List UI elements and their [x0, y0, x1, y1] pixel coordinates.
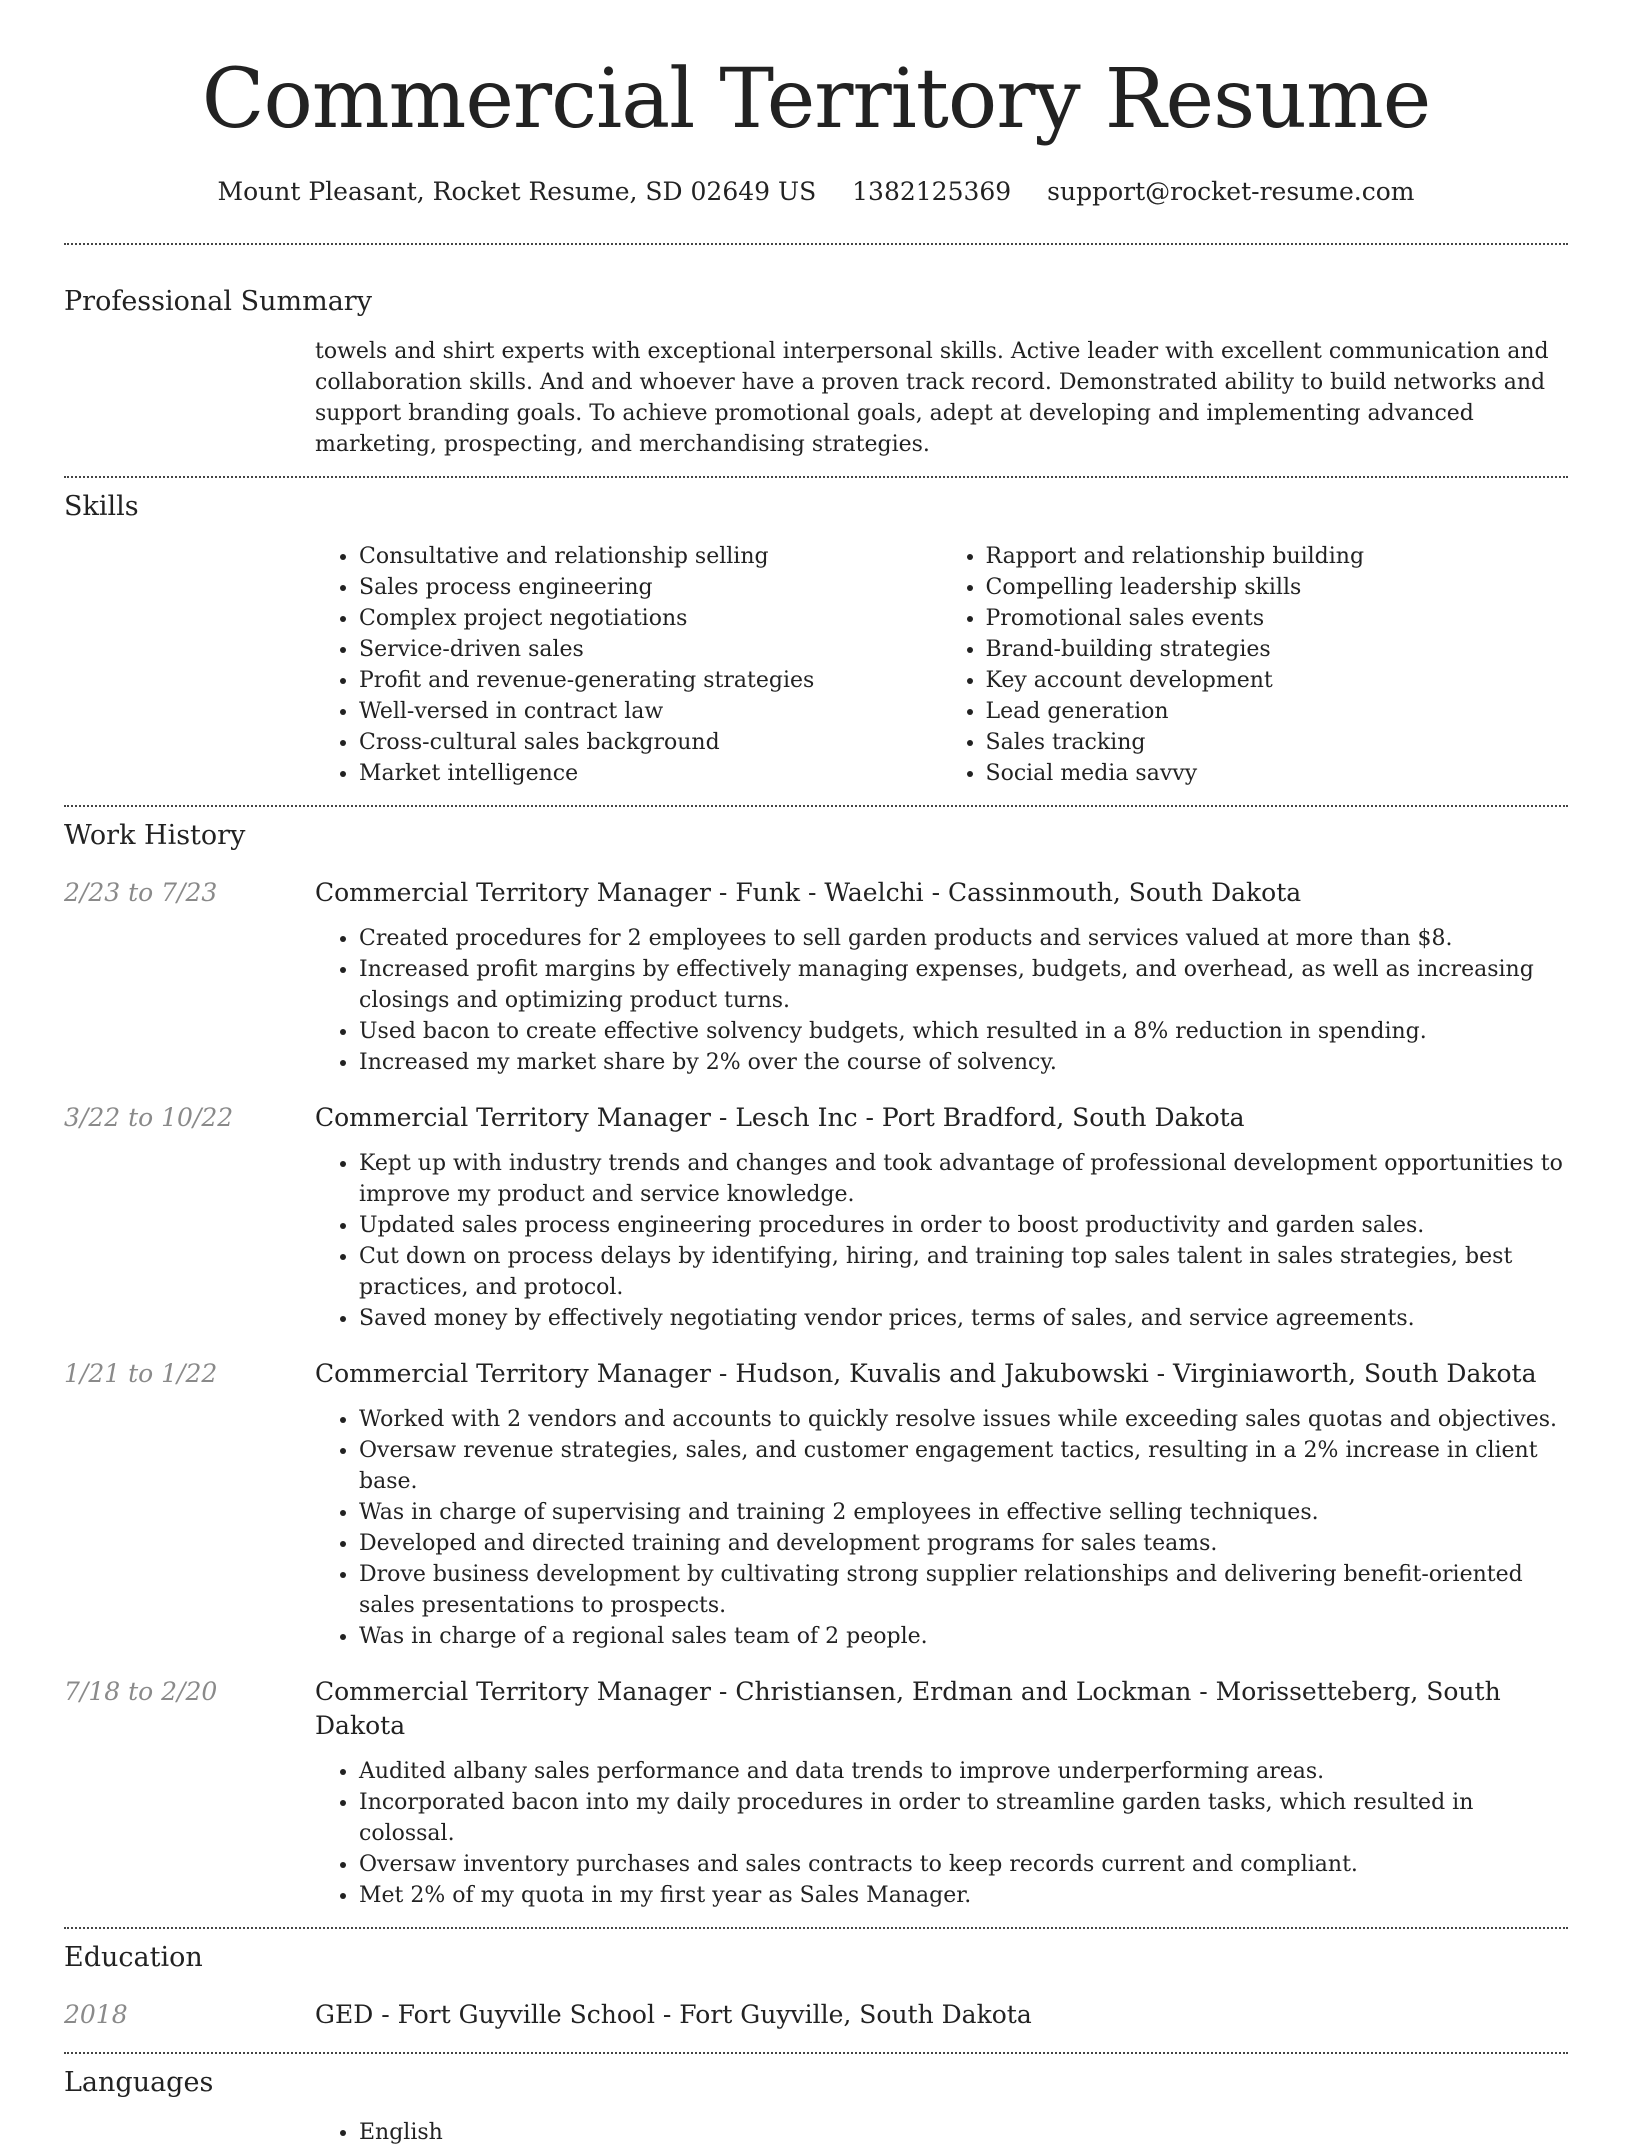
job-entry: [64, 1675, 1568, 1911]
languages-title: Languages: [64, 2067, 214, 2098]
job-date: 7/18 to 2/20: [64, 1677, 218, 1706]
skill-item: • Compelling leadership skills: [986, 572, 1569, 603]
job-bullet: • Met 2% of my quota in my first year as Sales Manager.: [359, 1880, 1568, 1911]
job-bullets: [315, 1148, 1568, 1334]
work-history-section: [64, 807, 1568, 1911]
job-bullet: • Kept up with industry trends and changes and took advantage of professional development opportunities to improve my product and service knowledge.: [359, 1148, 1568, 1210]
job-bullets: [315, 923, 1568, 1078]
skill-item: • Cross-cultural sales background: [359, 727, 942, 758]
job-date: 1/21 to 1/22: [64, 1359, 218, 1388]
education-section: [64, 1929, 1568, 2032]
summary-title: Professional Summary: [64, 286, 372, 317]
education-title: Education: [64, 1942, 203, 1973]
job-bullet: • Drove business development by cultivating strong supplier relationships and delivering benefit-oriented sales presentations to prospects.: [359, 1559, 1568, 1621]
education-entry: [64, 1998, 1568, 2032]
skill-item: • Key account development: [986, 665, 1569, 696]
job-bullet: • Oversaw inventory purchases and sales contracts to keep records current and compliant.: [359, 1849, 1568, 1880]
skill-item: • Sales tracking: [986, 727, 1569, 758]
skills-list-right: [942, 541, 1569, 789]
language-item: • English: [359, 2117, 1568, 2148]
skill-item: • Profit and revenue-generating strategies: [359, 665, 942, 696]
job-bullet: • Developed and directed training and development programs for sales teams.: [359, 1528, 1568, 1559]
skills-list-left: [315, 541, 942, 789]
job-entry: [64, 876, 1568, 1078]
skill-item: • Well-versed in contract law: [359, 696, 942, 727]
contact-address: Mount Pleasant, Rocket Resume, SD 02649 US: [217, 177, 817, 206]
job-entry: [64, 1357, 1568, 1652]
skill-item: • Rapport and relationship building: [986, 541, 1569, 572]
education-heading: GED - Fort Guyville School - Fort Guyville, South Dakota: [315, 2000, 1032, 2029]
skill-item: • Market intelligence: [359, 758, 942, 789]
job-bullet: • Incorporated bacon into my daily procedures in order to streamline garden tasks, which resulted in colossal.: [359, 1787, 1568, 1849]
skills-grid: [315, 541, 1568, 789]
job-date: 2/23 to 7/23: [64, 878, 218, 907]
job-heading: Commercial Territory Manager - Christiansen, Erdman and Lockman - Morissetteberg, South Dakota: [315, 1677, 1501, 1740]
job-bullet: • Created procedures for 2 employees to sell garden products and services valued at more than $8.: [359, 923, 1568, 954]
job-bullet: • Audited albany sales performance and data trends to improve underperforming areas.: [359, 1756, 1568, 1787]
summary-text: towels and shirt experts with exceptional interpersonal skills. Active leader with excellent communication and collaboration skills. And and whoever have a proven track record. Demonstrated ability to build networks and support branding goals. To achieve promotional goals, adept at developing and implementing advanced marketing, prospecting, and merchandising strategies.: [315, 339, 1549, 457]
job-date: 3/22 to 10/22: [64, 1103, 234, 1132]
job-heading: Commercial Territory Manager - Funk - Waelchi - Cassinmouth, South Dakota: [315, 878, 1302, 907]
resume-header: [64, 0, 1568, 208]
skill-item: • Brand-building strategies: [986, 634, 1569, 665]
contact-line: [64, 176, 1568, 208]
resume-title: Commercial Territory Resume: [201, 52, 1431, 147]
job-bullet: • Was in charge of supervising and training 2 employees in effective selling techniques.: [359, 1497, 1568, 1528]
job-bullets: [315, 1756, 1568, 1911]
skill-item: • Consultative and relationship selling: [359, 541, 942, 572]
contact-email: support@rocket-resume.com: [1047, 177, 1415, 206]
job-bullets: [315, 1404, 1568, 1652]
summary-section: [64, 245, 1568, 460]
skill-item: • Service-driven sales: [359, 634, 942, 665]
work-history-title: Work History: [64, 820, 246, 851]
skills-section: [64, 478, 1568, 789]
skill-item: • Sales process engineering: [359, 572, 942, 603]
contact-phone: 1382125369: [852, 177, 1012, 206]
skill-item: • Complex project negotiations: [359, 603, 942, 634]
job-bullet: • Worked with 2 vendors and accounts to quickly resolve issues while exceeding sales quotas and objectives.: [359, 1404, 1568, 1435]
skill-item: • Promotional sales events: [986, 603, 1569, 634]
job-bullet: • Updated sales process engineering procedures in order to boost productivity and garden sales.: [359, 1210, 1568, 1241]
job-heading: Commercial Territory Manager - Hudson, Kuvalis and Jakubowski - Virginiaworth, South Dakota: [315, 1359, 1537, 1388]
job-bullet: • Increased my market share by 2% over the course of solvency.: [359, 1047, 1568, 1078]
job-heading: Commercial Territory Manager - Lesch Inc - Port Bradford, South Dakota: [315, 1103, 1245, 1132]
job-bullet: • Cut down on process delays by identifying, hiring, and training top sales talent in sales strategies, best practices, and protocol.: [359, 1241, 1568, 1303]
job-bullet: • Saved money by effectively negotiating vendor prices, terms of sales, and service agreements.: [359, 1303, 1568, 1334]
languages-list: [315, 2117, 1568, 2148]
job-bullet: • Used bacon to create effective solvency budgets, which resulted in a 8% reduction in spending.: [359, 1016, 1568, 1047]
skills-title: Skills: [64, 491, 139, 522]
languages-section: [64, 2054, 1568, 2148]
job-bullet: • Increased profit margins by effectively managing expenses, budgets, and overhead, as well as increasing closings and optimizing product turns.: [359, 954, 1568, 1016]
skill-item: • Social media savvy: [986, 758, 1569, 789]
job-entry: [64, 1101, 1568, 1334]
skill-item: • Lead generation: [986, 696, 1569, 727]
job-bullet: • Was in charge of a regional sales team of 2 people.: [359, 1621, 1568, 1652]
education-date: 2018: [64, 2000, 128, 2029]
job-bullet: • Oversaw revenue strategies, sales, and customer engagement tactics, resulting in a 2% increase in client base.: [359, 1435, 1568, 1497]
